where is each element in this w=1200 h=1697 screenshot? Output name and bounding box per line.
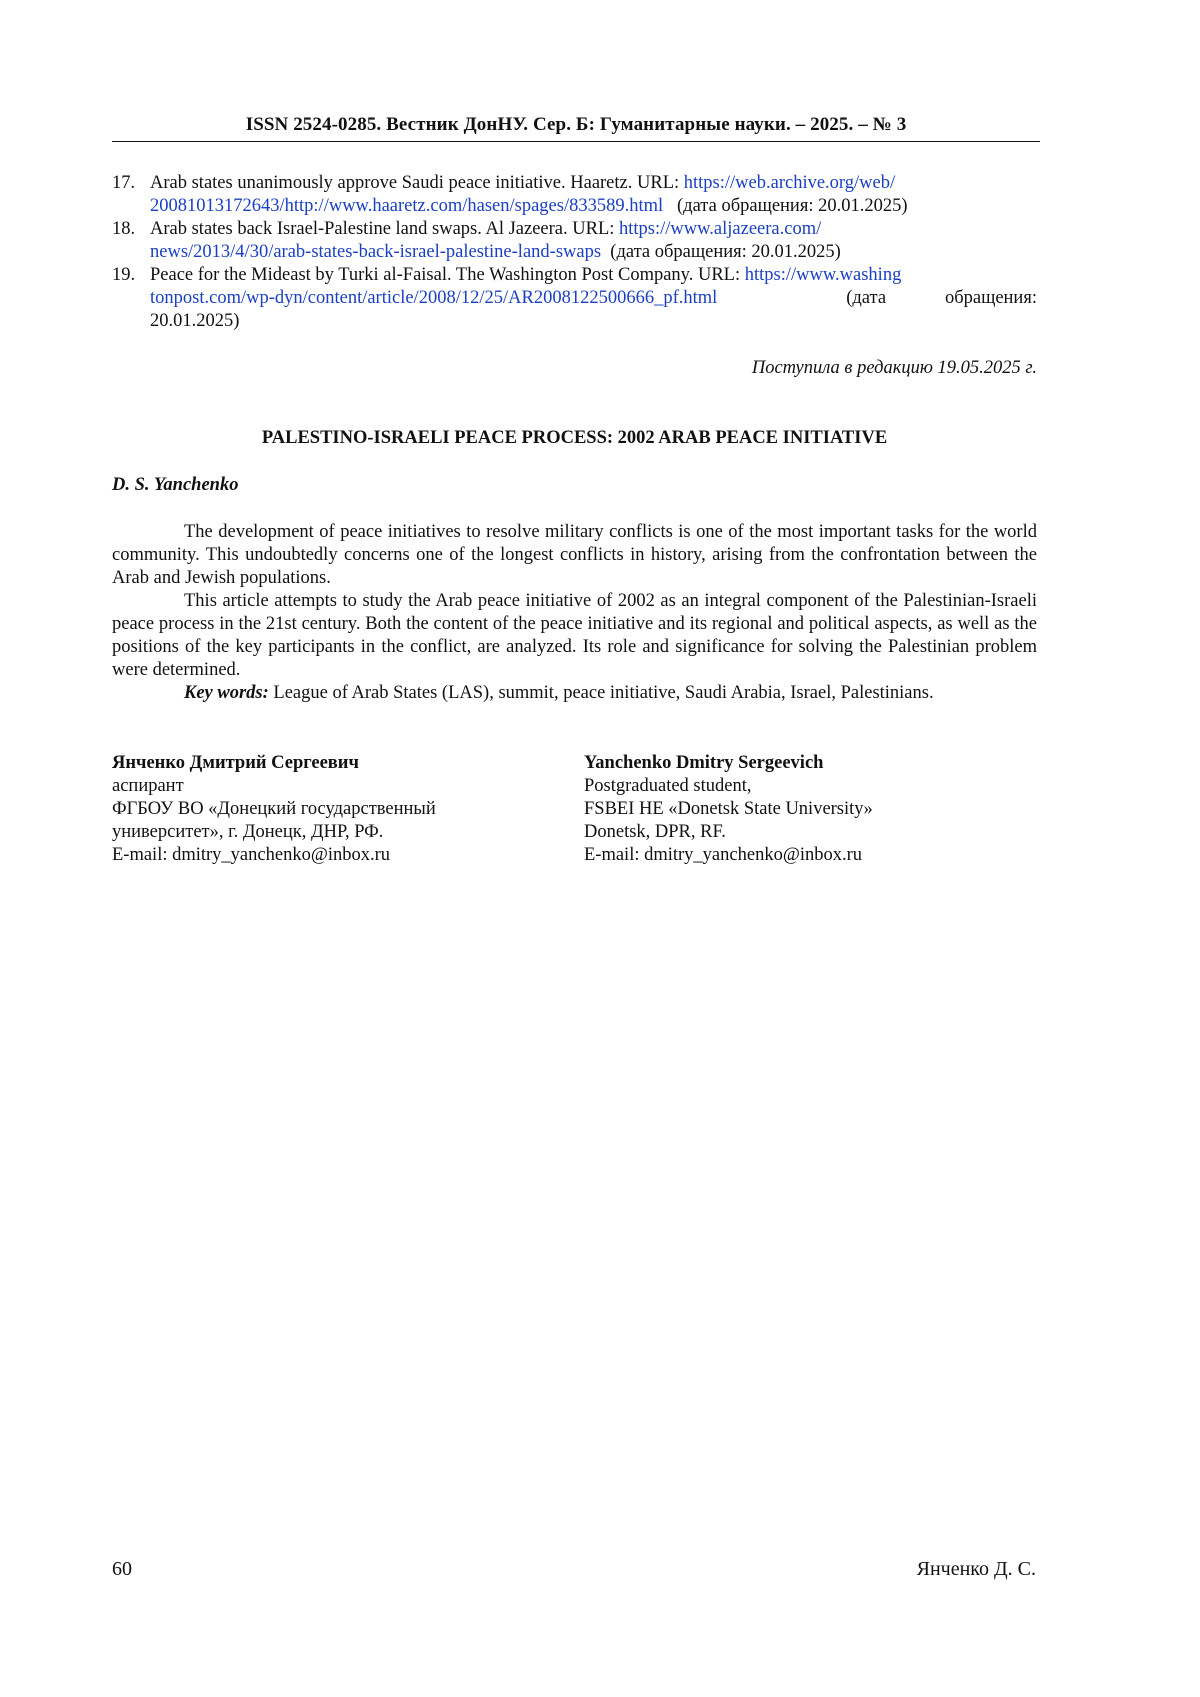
author-position: Postgraduated student, — [584, 776, 752, 796]
author-organization: ФГБОУ ВО «Донецкий государственный — [112, 799, 436, 819]
abstract — [112, 521, 1037, 705]
author-organization: Donetsk, DPR, RF. — [584, 822, 726, 842]
reference-url[interactable]: https://web.archive.org/web/ — [683, 173, 896, 193]
abstract-paragraph: This article attempts to study the Arab peace initiative of 2002 as an integral component of the Palestinian-Israeli peace process in the 21st century. Both the content of the peace initiative and its regional and political aspects, as well as the positions of the key participants in the conflict, are analyzed. Its role and significance for solving the Palestinian problem were determined. — [112, 591, 1037, 680]
reference-url-continued[interactable]: news/2013/4/30/arab-states-back-israel-palestine-land-swaps — [150, 242, 602, 262]
reference-access-word: обращения: — [944, 288, 1037, 308]
header-rule — [112, 141, 1040, 142]
reference-line — [150, 172, 1037, 195]
reference-item — [112, 264, 1037, 333]
author-info-english — [584, 752, 1024, 867]
reference-body — [150, 218, 1037, 264]
reference-line — [150, 264, 1037, 287]
reference-line — [150, 195, 1037, 218]
reference-line — [150, 218, 1037, 241]
reference-number: 19. — [112, 265, 136, 285]
reference-access-date: (дата обращения: 20.01.2025) — [610, 242, 841, 262]
keywords-text: League of Arab States (LAS), summit, peace initiative, Saudi Arabia, Israel, Palestinians. — [268, 683, 934, 703]
running-header: ISSN 2524-0285. Вестник ДонНУ. Сер. Б: Гуманитарные науки. – 2025. – № 3 — [245, 114, 907, 135]
reference-url-continued[interactable]: tonpost.com/wp-dyn/content/article/2008/12/25/AR2008122500666_pf.html — [150, 288, 718, 308]
reference-body — [150, 264, 1037, 333]
page-number: 60 — [112, 1558, 132, 1580]
abstract-paragraph: The development of peace initiatives to resolve military conflicts is one of the most important tasks for the world community. This undoubtedly concerns one of the longest conflicts in history, arising from the confrontation between the Arab and Jewish populations. — [112, 522, 1037, 588]
author-name: Янченко Дмитрий Сергеевич — [112, 753, 359, 773]
reference-number: 17. — [112, 173, 136, 193]
keywords-label: Key words: — [184, 683, 269, 703]
footer-author: Янченко Д. С. — [916, 1558, 1036, 1580]
author-name: Yanchenko Dmitry Sergeevich — [584, 753, 824, 773]
keywords — [112, 682, 1037, 705]
author-organization: FSBEI HE «Donetsk State University» — [584, 799, 873, 819]
reference-line — [150, 287, 1037, 310]
reference-text: Peace for the Mideast by Turki al-Faisal. The Washington Post Company. URL: — [150, 265, 745, 285]
author-organization: университет», г. Донецк, ДНР, РФ. — [112, 822, 384, 842]
reference-list — [112, 172, 1037, 333]
reference-item — [112, 172, 1037, 218]
reference-line — [150, 241, 1037, 264]
reference-number: 18. — [112, 219, 136, 239]
reference-line — [150, 310, 1037, 333]
reference-access-word: (дата — [846, 288, 887, 308]
author-position: аспирант — [112, 776, 184, 796]
author-info-russian — [112, 752, 552, 867]
article-author: D. S. Yanchenko — [112, 475, 239, 495]
reference-text: Arab states back Israel-Palestine land swaps. Al Jazeera. URL: — [150, 219, 620, 239]
reference-url[interactable]: https://www.aljazeera.com/ — [619, 219, 822, 239]
received-date: Поступила в редакцию 19.05.2025 г. — [751, 358, 1037, 378]
reference-body — [150, 172, 1037, 218]
reference-url[interactable]: https://www.washing — [744, 265, 902, 285]
author-email: E-mail: dmitry_yanchenko@inbox.ru — [584, 845, 863, 865]
author-email: E-mail: dmitry_yanchenko@inbox.ru — [112, 845, 391, 865]
article-title: PALESTINO-ISRAELI PEACE PROCESS: 2002 ARAB PEACE INITIATIVE — [261, 428, 888, 448]
reference-item — [112, 218, 1037, 264]
reference-url-continued[interactable]: 20081013172643/http://www.haaretz.com/hasen/spages/833589.html — [150, 196, 664, 216]
reference-access-date: (дата обращения: 20.01.2025) — [677, 196, 908, 216]
reference-access-date: 20.01.2025) — [150, 311, 240, 331]
reference-text: Arab states unanimously approve Saudi peace initiative. Haaretz. URL: — [150, 173, 684, 193]
